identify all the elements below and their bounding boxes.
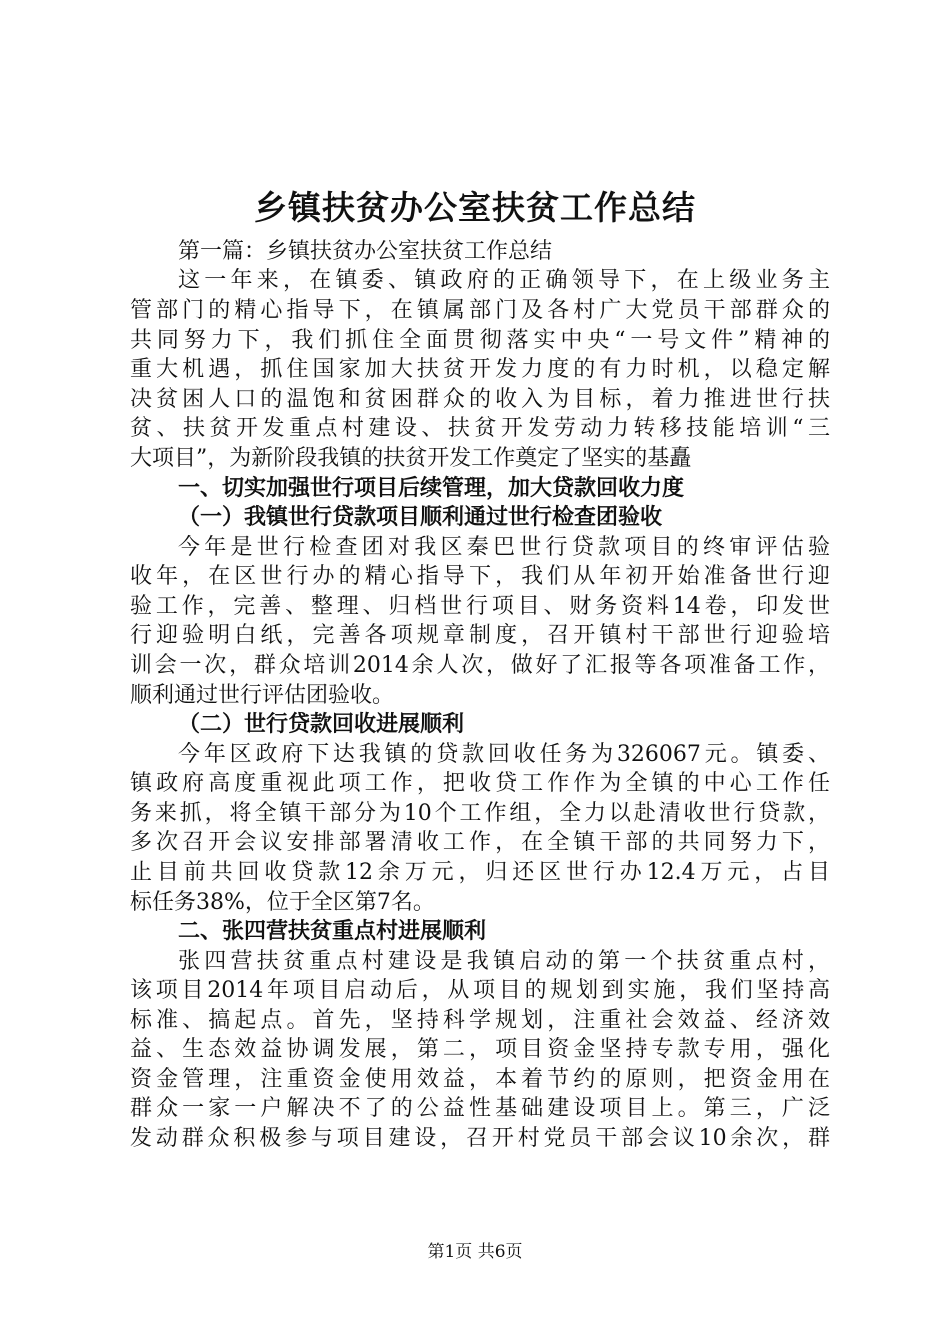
paragraph-line: 顺利通过世行评估团验收。 [130,683,395,708]
paragraph-line: 张四营扶贫重点村建设是我镇启动的第一个扶贫重点村， [178,949,830,974]
paragraph-line: 标任务38%，位于全区第7名。 [130,890,435,915]
paragraph-line: 共同努力下，我们抓住全面贯彻落实中央“一号文件”精神的 [130,328,830,353]
page-number-footer: 第1页 共6页 [427,1242,523,1262]
paragraph-line: 益、生态效益协调发展，第二，项目资金坚持专款专用，强化 [130,1037,830,1062]
paragraph-line: 重大机遇，抓住国家加大扶贫开发力度的有力时机，以稳定解 [130,357,830,382]
paragraph-line: 管部门的精心指导下，在镇属部门及各村广大党员干部群众的 [130,298,830,323]
subsection-heading: （二）世行贷款回收进展顺利 [178,712,465,737]
subsection-heading: （一）我镇世行贷款项目顺利通过世行检查团验收 [178,505,663,530]
paragraph-line: 标准、搞起点。首先，坚持科学规划，注重社会效益、经济效 [130,1008,830,1033]
section-heading: 二、张四营扶贫重点村进展顺利 [178,919,487,944]
paragraph-line: 该项目2014年项目启动后，从项目的规划到实施，我们坚持高 [130,978,830,1003]
paragraph-line: 验工作，完善、整理、归档世行项目、财务资料14卷，印发世 [130,594,830,619]
paragraph-line: 止目前共回收贷款12余万元，归还区世行办12.4万元，占目 [130,860,830,885]
paragraph-line: 今年区政府下达我镇的贷款回收任务为326067元。镇委、 [178,742,830,767]
paragraph-line: 发动群众积极参与项目建设，召开村党员干部会议10余次，群 [130,1126,830,1151]
paragraph-line: 资金管理，注重资金使用效益，本着节约的原则，把资金用在 [130,1067,830,1092]
paragraph-line: 镇政府高度重视此项工作，把收贷工作作为全镇的中心工作任 [130,771,830,796]
paragraph-line: 决贫困人口的温饱和贫困群众的收入为目标，着力推进世行扶 [130,387,830,412]
paragraph-line: 这一年来，在镇委、镇政府的正确领导下，在上级业务主 [178,268,830,293]
document-title: 乡镇扶贫办公室扶贫工作总结 [254,188,696,227]
paragraph-line: 多次召开会议安排部署清收工作，在全镇干部的共同努力下， [130,830,830,855]
paragraph-line: 收年，在区世行办的精心指导下，我们从年初开始准备世行迎 [130,564,830,589]
subtitle-line: 第一篇：乡镇扶贫办公室扶贫工作总结 [178,239,553,264]
section-heading: 一、切实加强世行项目后续管理，加大贷款回收力度 [178,476,685,501]
paragraph-line: 今年是世行检查团对我区秦巴世行贷款项目的终审评估验 [178,535,830,560]
paragraph-line: 务来抓，将全镇干部分为10个工作组，全力以赴清收世行贷款， [130,801,830,826]
paragraph-line: 大项目”，为新阶段我镇的扶贫开发工作奠定了坚实的基矗 [130,446,692,471]
paragraph-line: 行迎验明白纸，完善各项规章制度，召开镇村干部世行迎验培 [130,623,830,648]
paragraph-line: 贫、扶贫开发重点村建设、扶贫开发劳动力转移技能培训“三 [130,416,830,441]
paragraph-line: 训会一次，群众培训2014余人次，做好了汇报等各项准备工作， [130,653,830,678]
paragraph-line: 群众一家一户解决不了的公益性基础建设项目上。第三，广泛 [130,1096,830,1121]
